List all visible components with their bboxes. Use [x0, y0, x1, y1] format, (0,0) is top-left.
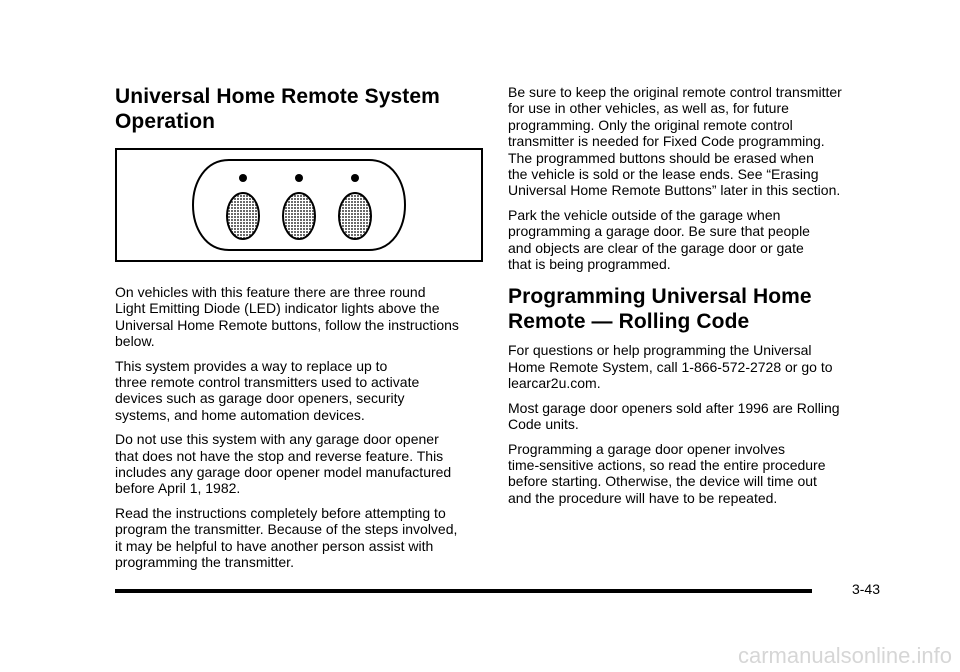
watermark: carmanualsonline.info [737, 643, 952, 668]
paragraph-led-intro: On vehicles with this feature there are three round Light Emitting Diode (LED) indicator lights above the Universal Home Remote buttons, follow the instructions below. [115, 284, 459, 350]
remote-panel-svg [117, 150, 481, 260]
paragraph-keep-transmitter: Be sure to keep the original remote control transmitter for use in other vehicles, as well as, for future programming. Only the original remote control transmitter is needed for Fixed Code programming. The programmed buttons should be erased when the vehicle is sold or the lease ends. See “Erasing Universal Home Remote Buttons” later in this section. [508, 84, 842, 199]
page-number: 3-43 [851, 581, 880, 597]
led-indicator-1 [239, 174, 247, 182]
remote-button-1 [227, 193, 259, 239]
remote-button-2 [283, 193, 315, 239]
section-title-operation: Universal Home Remote System Operation [115, 85, 440, 133]
led-indicator-2 [295, 174, 303, 182]
paragraph-system-purpose: This system provides a way to replace up to three remote control transmitters used to activate devices such as garage door openers, security systems, and home automation devices. [115, 357, 420, 423]
paragraph-help-contact: For questions or help programming the Universal Home Remote System, call 1-866-572-2728 or go to learcar2u.com. [508, 342, 833, 392]
footer-rule [115, 589, 812, 593]
paragraph-read-instructions: Read the instructions completely before attempting to program the transmitter. Because of the steps involved, it may be helpful to have another person assist with programming the transmitter. [115, 504, 458, 571]
paragraph-time-sensitive: Programming a garage door opener involves time-sensitive actions, so read the entire procedure before starting. Otherwise, the device will time out and the procedure will have to be repeated. [508, 440, 826, 506]
left-column [115, 84, 485, 579]
right-column [508, 84, 878, 514]
section-title-rolling-code: Programming Universal Home Remote — Rolling Code [508, 285, 812, 334]
paragraph-rolling-code-units: Most garage door openers sold after 1996 are Rolling Code units. [508, 399, 840, 433]
led-indicator-3 [351, 174, 359, 182]
remote-button-3 [339, 193, 371, 239]
paragraph-opener-warning: Do not use this system with any garage door opener that does not have the stop and reverse feature. This includes any garage door opener model manufactured before April 1, 1982. [115, 431, 452, 497]
remote-buttons-illustration [115, 148, 483, 262]
paragraph-park-vehicle: Park the vehicle outside of the garage when programming a garage door. Be sure that people and objects are clear of the garage door or gate that is being programmed. [508, 206, 810, 273]
